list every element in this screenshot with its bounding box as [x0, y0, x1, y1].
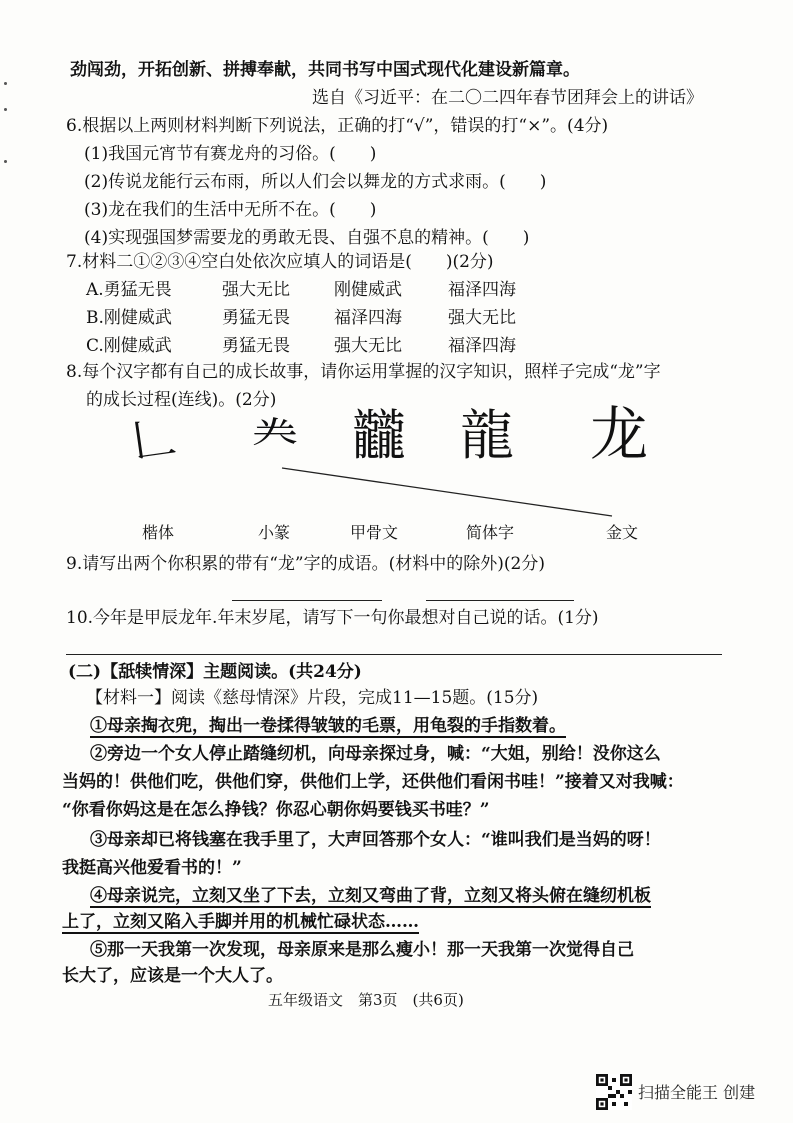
q8-stem-line2: 的成长过程(连线)。(2分) — [86, 390, 277, 410]
q9-answer-line-2 — [426, 600, 574, 601]
q9-stem: 9.请写出两个你积累的带有“龙”字的成语。(材料中的除外)(2分) — [66, 554, 545, 574]
material1-intro: 【材料一】阅读《慈母情深》片段，完成11—15题。(15分) — [86, 688, 539, 708]
qr-code-icon — [596, 1074, 632, 1110]
q7-option-c-word3: 强大无比 — [334, 336, 402, 356]
q7-option-c-word4: 福泽四海 — [448, 336, 516, 356]
q6-item-2: (2)传说龙能行云布雨，所以人们会以舞龙的方式求雨。( ) — [84, 172, 547, 192]
q7-option-b-word2: 勇猛无畏 — [222, 308, 290, 328]
label-jinwen: 金文 — [606, 523, 639, 542]
q9-answer-line-1 — [232, 600, 382, 601]
paragraph-3-line1: ③母亲却已将钱塞在我手里了，大声回答那个女人：“谁叫我们是当妈的呀！ — [90, 830, 661, 850]
q10-answer-line — [66, 654, 722, 655]
label-xiaozhuan: 小篆 — [258, 523, 291, 542]
paragraph-5-line1: ⑤那一天我第一次发现，母亲原来是那么瘦小！那一天我第一次觉得自己 — [90, 940, 634, 960]
dragon-glyph-oracle: 𠃊 — [128, 411, 180, 468]
q6-stem: 6.根据以上两则材料判断下列说法，正确的打“√”，错误的打“×”。(4分) — [66, 116, 609, 136]
paragraph-2-line3: “你看你妈这是在怎么挣钱？你忍心朝你妈要钱买书哇？” — [62, 800, 490, 820]
material2-last-line: 劲闯劲，开拓创新、拼搏奉献，共同书写中国式现代化建设新篇章。 — [70, 60, 580, 80]
dragon-glyph-regular: 龍 — [460, 404, 514, 467]
q7-stem: 7.材料二①②③④空白处依次应填人的词语是( )(2分) — [66, 252, 494, 272]
paragraph-5-line2: 长大了，应该是一个大人了。 — [62, 966, 283, 986]
q10-stem: 10.今年是甲辰龙年.年末岁尾，请写下一句你最想对自己说的话。(1分) — [66, 608, 599, 628]
q7-option-b-word4: 强大无比 — [448, 308, 516, 328]
label-jiantizi: 简体字 — [466, 523, 515, 542]
q7-option-c-word2: 勇猛无畏 — [222, 336, 290, 356]
q7-option-b-word3: 福泽四海 — [334, 308, 402, 328]
paragraph-3-line2: 我挺高兴他爱看书的！” — [62, 858, 242, 878]
dragon-glyph-seal: 龖 — [352, 404, 406, 467]
q7-option-c: C.刚健威武 — [86, 336, 172, 356]
scanner-watermark: 扫描全能王 创建 — [638, 1083, 756, 1102]
dragon-glyph-simplified: 龙 — [590, 400, 649, 468]
q6-item-4: (4)实现强国梦需要龙的勇敢无畏、自强不息的精神。( ) — [84, 228, 530, 248]
dragon-glyph-bronze: 龹 — [252, 413, 298, 467]
q7-option-b: B.刚健威武 — [86, 308, 172, 328]
q7-option-a-word4: 福泽四海 — [448, 280, 516, 300]
q7-option-a-word3: 刚健威武 — [334, 280, 402, 300]
page-footer: 五年级语文 第3页 (共6页) — [268, 991, 464, 1009]
section2-title: (二)【舐犊情深】主题阅读。(共24分) — [68, 662, 362, 682]
paragraph-2-line1: ②旁边一个女人停止踏缝纫机，向母亲探过身，喊：“大姐，别给！没你这么 — [90, 744, 661, 764]
q6-item-3: (3)龙在我们的生活中无所不在。( ) — [84, 200, 377, 220]
q6-item-1: (1)我国元宵节有赛龙舟的习俗。( ) — [84, 144, 377, 164]
q7-option-a-word2: 强大无比 — [222, 280, 290, 300]
paragraph-1: ①母亲掏衣兜，掏出一卷揉得皱皱的毛票，用龟裂的手指数着。 — [90, 716, 566, 736]
q8-stem-line1: 8.每个汉字都有自己的成长故事，请你运用掌握的汉字知识，照样子完成“龙”字 — [66, 362, 661, 382]
label-kaiti: 楷体 — [142, 523, 175, 542]
q7-option-a: A.勇猛无畏 — [86, 280, 172, 300]
paragraph-4-line2: 上了，立刻又陷入手脚并用的机械忙碌状态…… — [62, 912, 419, 932]
paragraph-2-line2: 当妈的！供他们吃，供他们穿，供他们上学，还供他们看闲书哇！”接着又对我喊： — [62, 772, 684, 792]
label-jiaguwen: 甲骨文 — [350, 523, 399, 542]
paragraph-4-line1: ④母亲说完，立刻又坐了下去，立刻又弯曲了背，立刻又将头俯在缝纫机板 — [90, 886, 651, 906]
material2-source: 选自《习近平：在二〇二四年春节团拜会上的讲话》 — [312, 88, 703, 108]
